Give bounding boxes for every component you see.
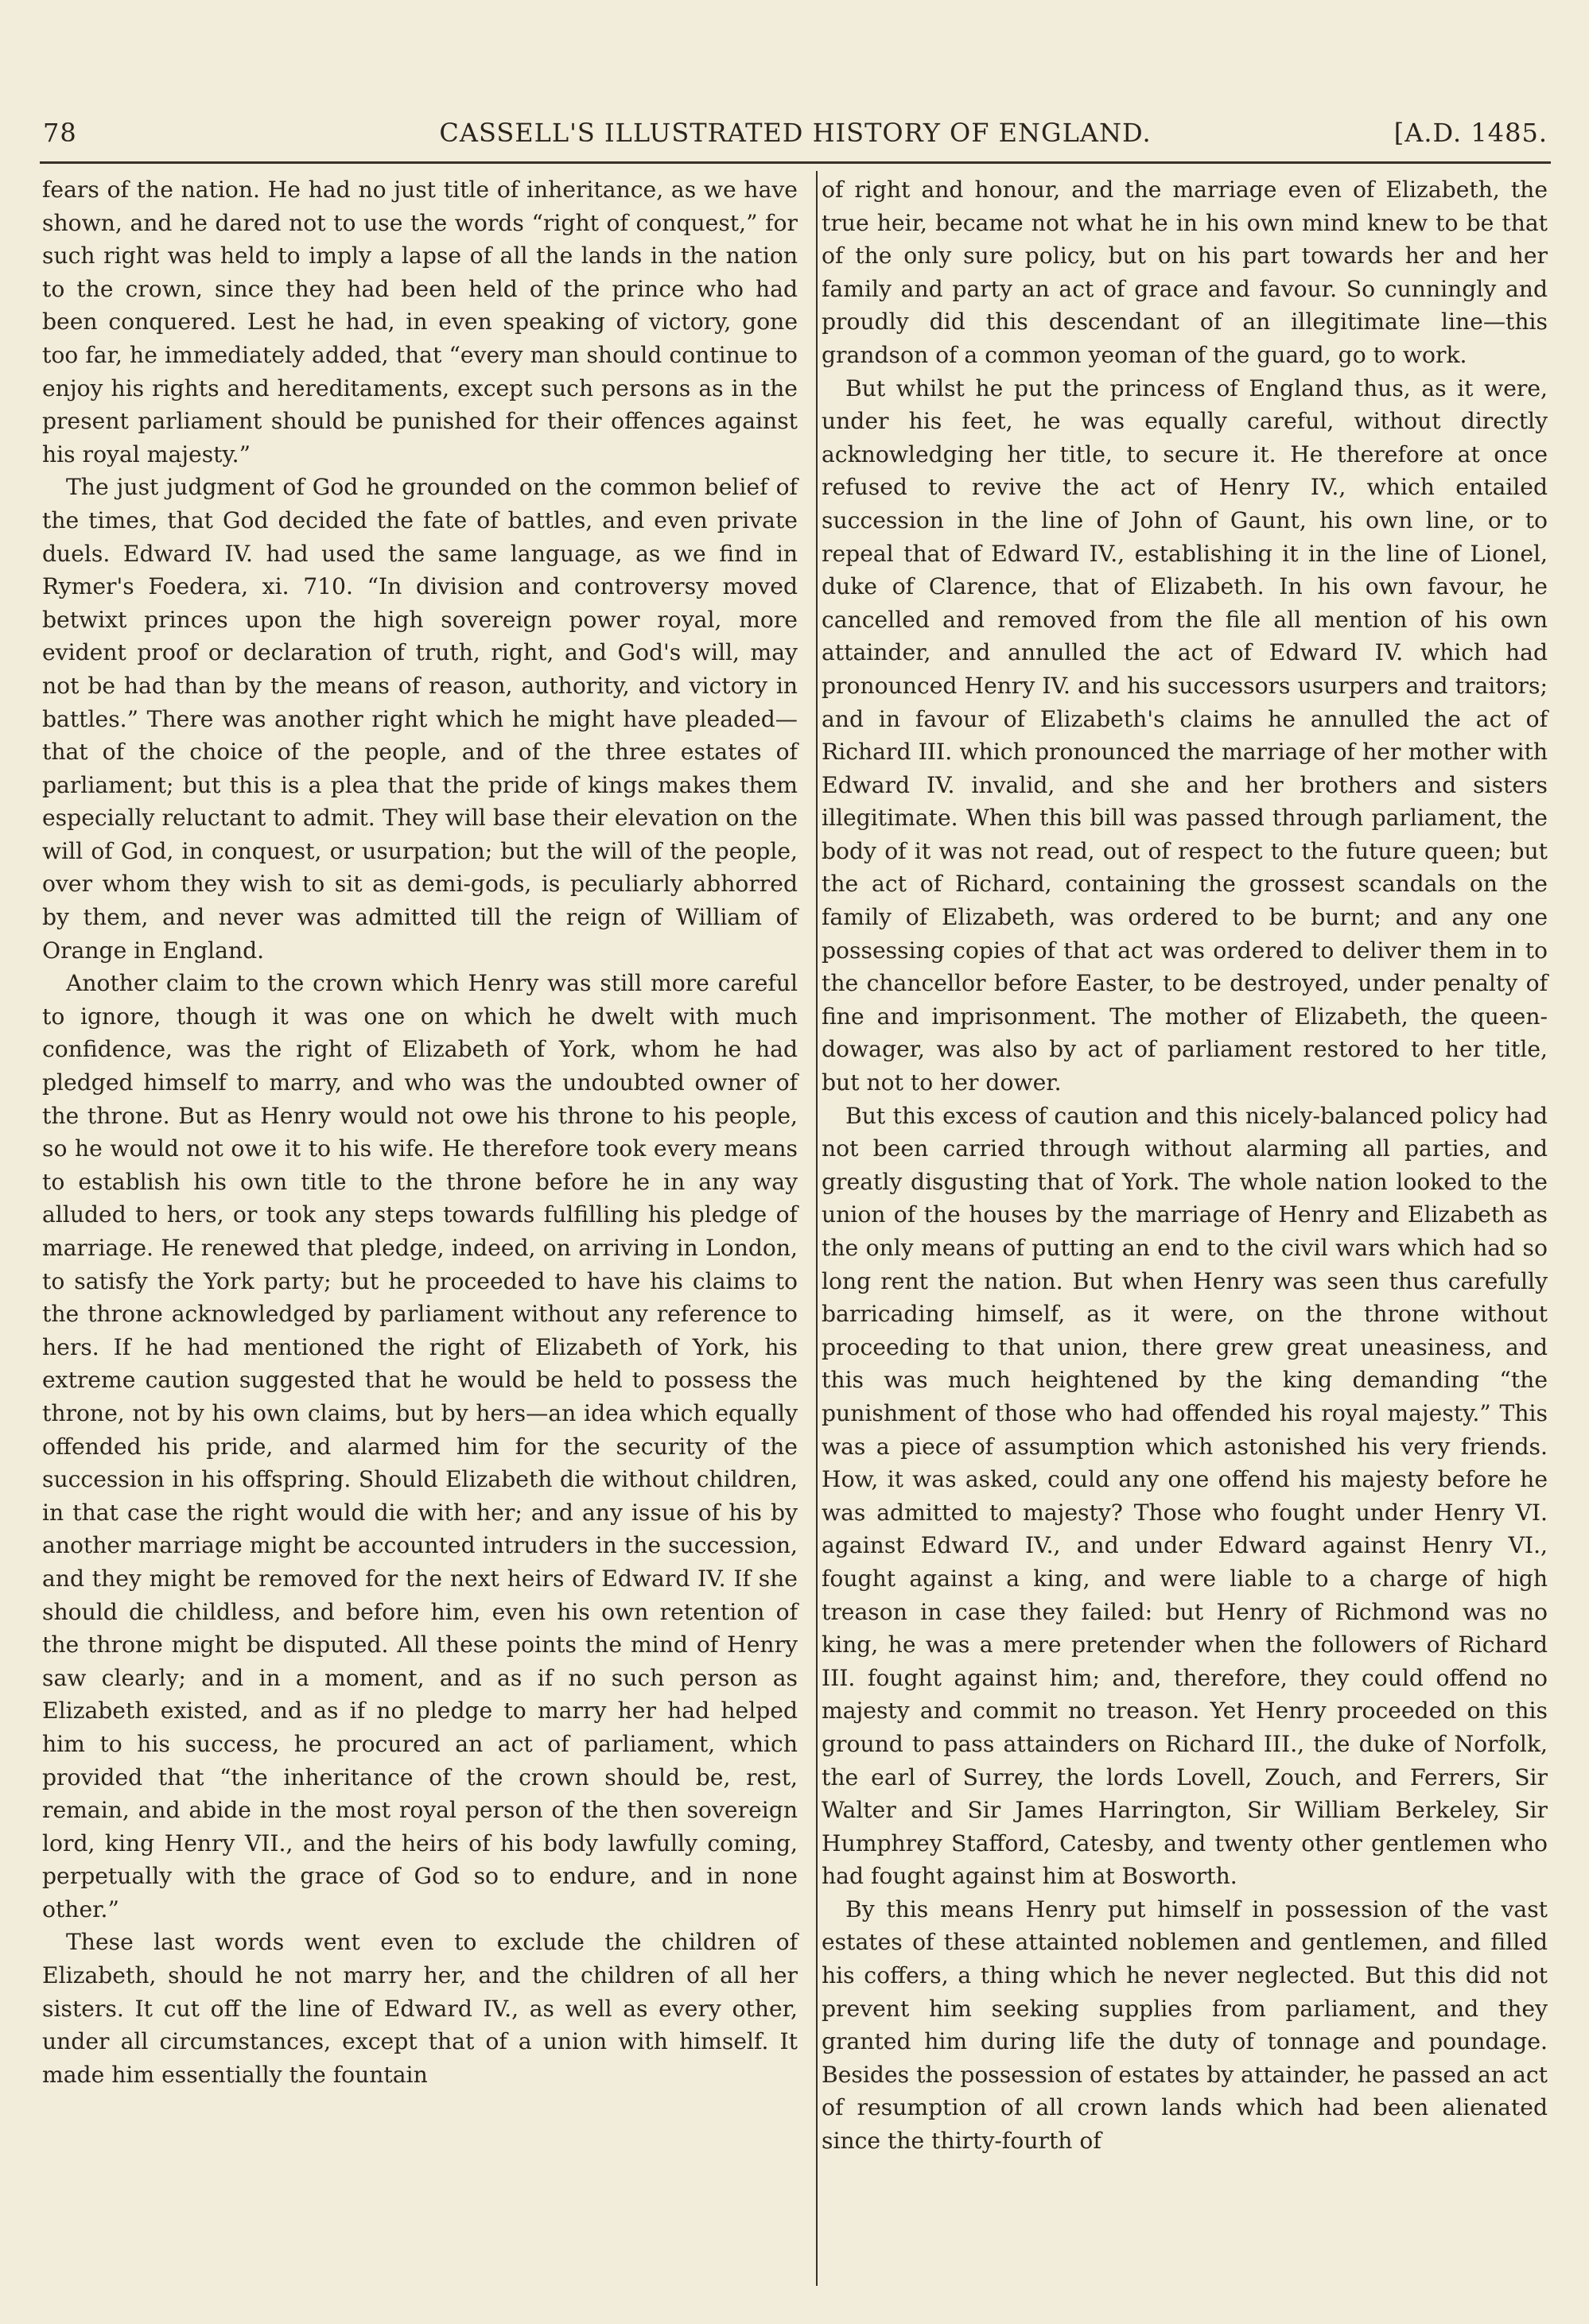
left-column [42, 173, 798, 2091]
right-column [822, 173, 1548, 2158]
page-header [40, 110, 1551, 157]
paragraph: By this means Henry put himself in possession of the vast estates of these attainted noblemen and gentlemen, and filled his coffers, a thing which he never neglected. But this did not prevent him seeking supplies from parliament, and they granted him during life the duty of tonnage and poundage. Besides the possession of estates by attainder, he passed an act of resumption of all crown lands which had been alienated since the thirty-fourth of [822, 1895, 1548, 2155]
paragraph: The just judgment of God he grounded on the common belief of the times, that God decided the fate of battles, and even private duels. Edward IV. had used the same language, as we find in Rymer's Foedera, xi. 710. “In division and controversy moved betwixt princes upon the high sovereign power royal, more evident proof or declaration of truth, right, and God's will, may not be had than by the means of reason, authority, and victory in battles.” There was another right which he might have pleaded—that of the choice of the people, and of the three estates of parliament; but this is a plea that the pride of kings makes them especially reluctant to admit. They will base their elevation on the will of God, in conquest, or usurpation; but the will of the people, over whom they wish to sit as demi-gods, is peculiarly abhorred by them, and never was admitted till the reign of William of Orange in England. [42, 474, 798, 964]
paragraph: Another claim to the crown which Henry was still more careful to ignore, though it was one on which he dwelt with much confidence, was the right of Elizabeth of York, whom he had pledged himself to marry, and who was the undoubted owner of the throne. But as Henry would not owe his throne to his people, so he would not owe it to his wife. He therefore took every means to establish his own title to the throne before he in any way alluded to hers, or took any steps towards fulfilling his pledge of marriage. He renewed that pledge, indeed, on arriving in London, to satisfy the York party; but he proceeded to have his claims to the throne acknowledged by parliament without any reference to hers. If he had mentioned the right of Elizabeth of York, his extreme caution suggested that he would be held to possess the throne, not by his own claims, but by hers—an idea which equally offended his pride, and alarmed him for the security of the succession in his offspring. Should Elizabeth die without children, in that case the right would die with her; and any issue of his by another marriage might be accounted intruders in the succession, and they might be removed for the next heirs of Edward IV. If she should die childless, and before him, even his own retention of the throne might be disputed. All these points the mind of Henry saw clearly; and in a moment, and as if no such person as Elizabeth existed, and as if no pledge to marry her had helped him to his success, he procured an act of parliament, which provided that “the inheritance of the crown should be, rest, remain, and abide in the most royal person of the then sovereign lord, king Henry VII., and the heirs of his body lawfully coming, perpetually with the grace of God so to endure, and in none other.” [42, 970, 798, 1922]
column-separator [816, 171, 818, 2286]
paragraph: But this excess of caution and this nicely-balanced policy had not been carried through without alarming all parties, and greatly disgusting that of York. The whole nation looked to the union of the houses by the marriage of Henry and Elizabeth as the only means of putting an end to the civil wars which had so long rent the nation. But when Henry was seen thus carefully barricading himself, as it were, on the throne without proceeding to that union, there grew great uneasiness, and this was much heightened by the king demanding “the punishment of those who had offended his royal majesty.” This was a piece of assumption which astonished his very friends. How, it was asked, could any one offend his majesty before he was admitted to majesty? Those who fought under Henry VI. against Edward IV., and under Edward against Henry VI., fought against a king, and were liable to a charge of high treason in case they failed: but Henry of Richmond was no king, he was a mere pretender when the followers of Richard III. fought against him; and, therefore, they could offend no majesty and commit no treason. Yet Henry proceeded on this ground to pass attainders on Richard III., the duke of Norfolk, the earl of Surrey, the lords Lovell, Zouch, and Ferrers, Sir Walter and Sir James Harrington, Sir William Berkeley, Sir Humphrey Stafford, Catesby, and twenty other gentlemen who had fought against him at Bosworth. [822, 1102, 1548, 1890]
paragraph: But whilst he put the princess of England thus, as it were, under his feet, he was equally careful, without directly acknowledging her title, to secure it. He therefore at once refused to revive the act of Henry IV., which entailed succession in the line of John of Gaunt, his own line, or to repeal that of Edward IV., establishing it in the line of Lionel, duke of Clarence, that of Elizabeth. In his own favour, he cancelled and removed from the file all mention of his own attainder, and annulled the act of Edward IV. which had pronounced Henry IV. and his successors usurpers and traitors; and in favour of Elizabeth's claims he annulled the act of Richard III. which pronounced the marriage of her mother with Edward IV. invalid, and she and her brothers and sisters illegitimate. When this bill was passed through parliament, the body of it was not read, out of respect to the future queen; but the act of Richard, containing the grossest scandals on the family of Elizabeth, was ordered to be burnt; and any one possessing copies of that act was ordered to deliver them in to the chancellor before Easter, to be destroyed, under penalty of fine and imprisonment. The mother of Elizabeth, the queen-dowager, was also by act of parliament restored to her title, but not to her dower. [822, 374, 1548, 1096]
paragraph: of right and honour, and the marriage even of Elizabeth, the true heir, became not what he in his own mind knew to be that of the only sure policy, but on his part towards her and her family and party an act of grace and favour. So cunningly and proudly did this descendant of an illegitimate line—this grandson of a common yeoman of the guard, go to work. [822, 177, 1548, 368]
paragraph: fears of the nation. He had no just title of inheritance, as we have shown, and he dared not to use the words “right of conquest,” for such right was held to imply a lapse of all the lands in the nation to the crown, since they had been held of the prince who had been conquered. Lest he had, in even speaking of victory, gone too far, he immediately added, that “every man should continue to enjoy his rights and hereditaments, except such persons as in the present parliament should be punished for their offences against his royal majesty.” [42, 177, 798, 468]
running-title: CASSELL'S ILLUSTRATED HISTORY OF ENGLAND. [439, 118, 1152, 148]
date-reference: [A.D. 1485. [1393, 118, 1548, 148]
header-rule [40, 161, 1551, 164]
page-number: 78 [43, 118, 77, 148]
paragraph: These last words went even to exclude the children of Elizabeth, should he not marry her, and the children of all her sisters. It cut off the line of Edward IV., as well as every other, under all circumstances, except that of a union with himself. It made him essentially the fountain [42, 1929, 798, 2088]
